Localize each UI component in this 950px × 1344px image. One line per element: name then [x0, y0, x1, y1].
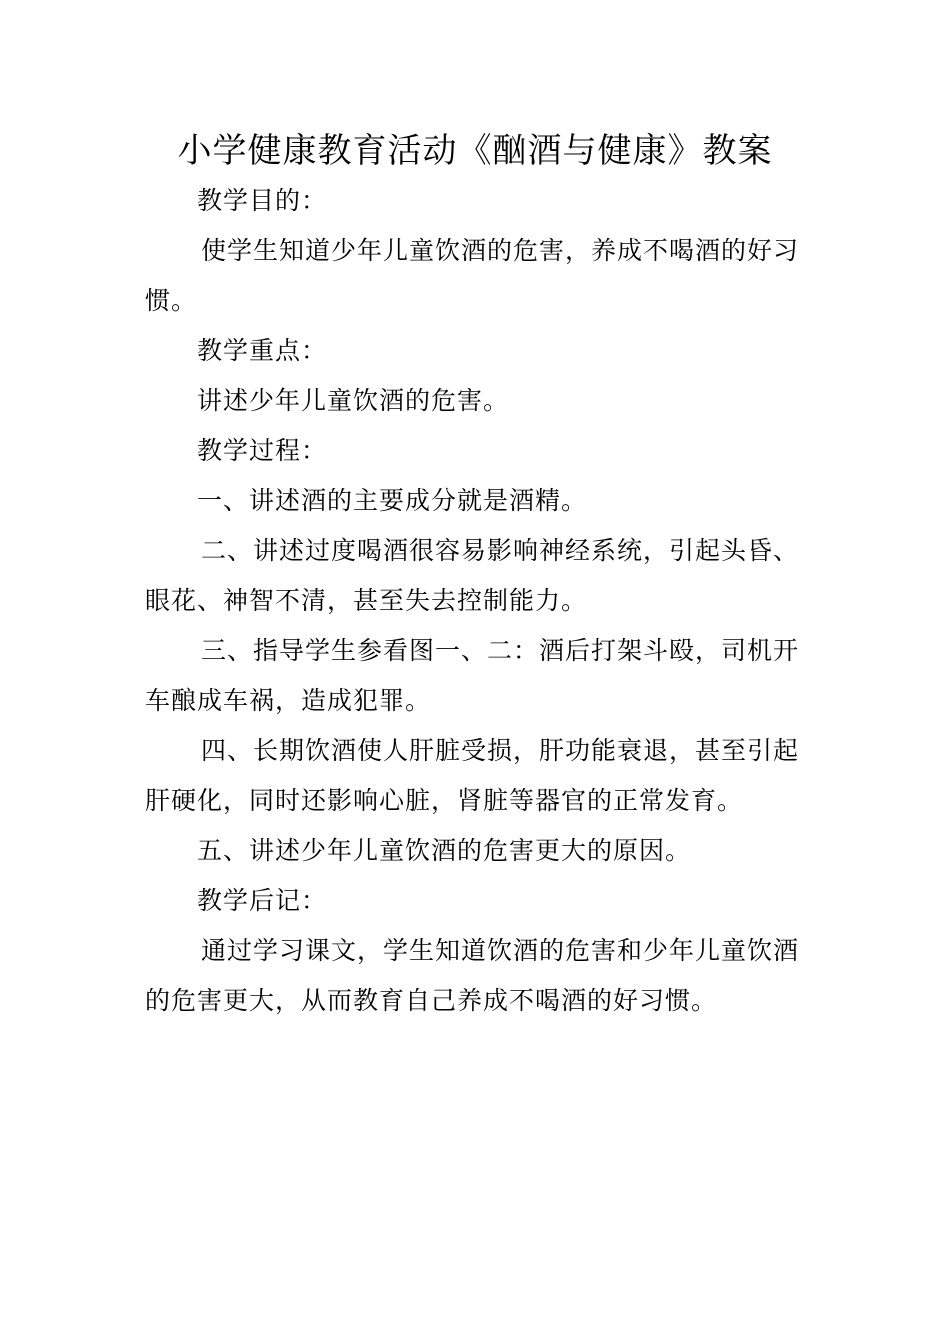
process-step-4: 四、长期饮酒使人肝脏受损，肝功能衰退，甚至引起肝硬化，同时还影响心脏，肾脏等器官的正常发育。	[145, 736, 800, 815]
process-step-2: 二、讲述过度喝酒很容易影响神经系统，引起头昏、眼花、神智不清，甚至失去控制能力。	[145, 536, 800, 615]
document-body	[145, 176, 807, 1026]
paragraph-objectives: 使学生知道少年儿童饮酒的危害，养成不喝酒的好习惯。	[145, 236, 800, 315]
section-heading-process: 教学过程：	[197, 436, 328, 465]
process-step-3: 三、指导学生参看图一、二：酒后打架斗殴，司机开车酿成车祸，造成犯罪。	[145, 636, 800, 715]
section-heading-postscript: 教学后记：	[197, 886, 328, 915]
process-step-5: 五、讲述少年儿童饮酒的危害更大的原因。	[197, 836, 692, 865]
section-heading-key-points: 教学重点：	[197, 336, 328, 365]
paragraph-key-points: 讲述少年儿童饮酒的危害。	[197, 386, 510, 415]
process-step-1: 一、讲述酒的主要成分就是酒精。	[197, 486, 588, 515]
paragraph-postscript: 通过学习课文，学生知道饮酒的危害和少年儿童饮酒的危害更大，从而教育自己养成不喝酒的好习惯。	[145, 936, 800, 1015]
document-title: 小学健康教育活动《酗酒与健康》教案	[177, 131, 773, 171]
section-heading-objectives: 教学目的：	[197, 186, 328, 215]
